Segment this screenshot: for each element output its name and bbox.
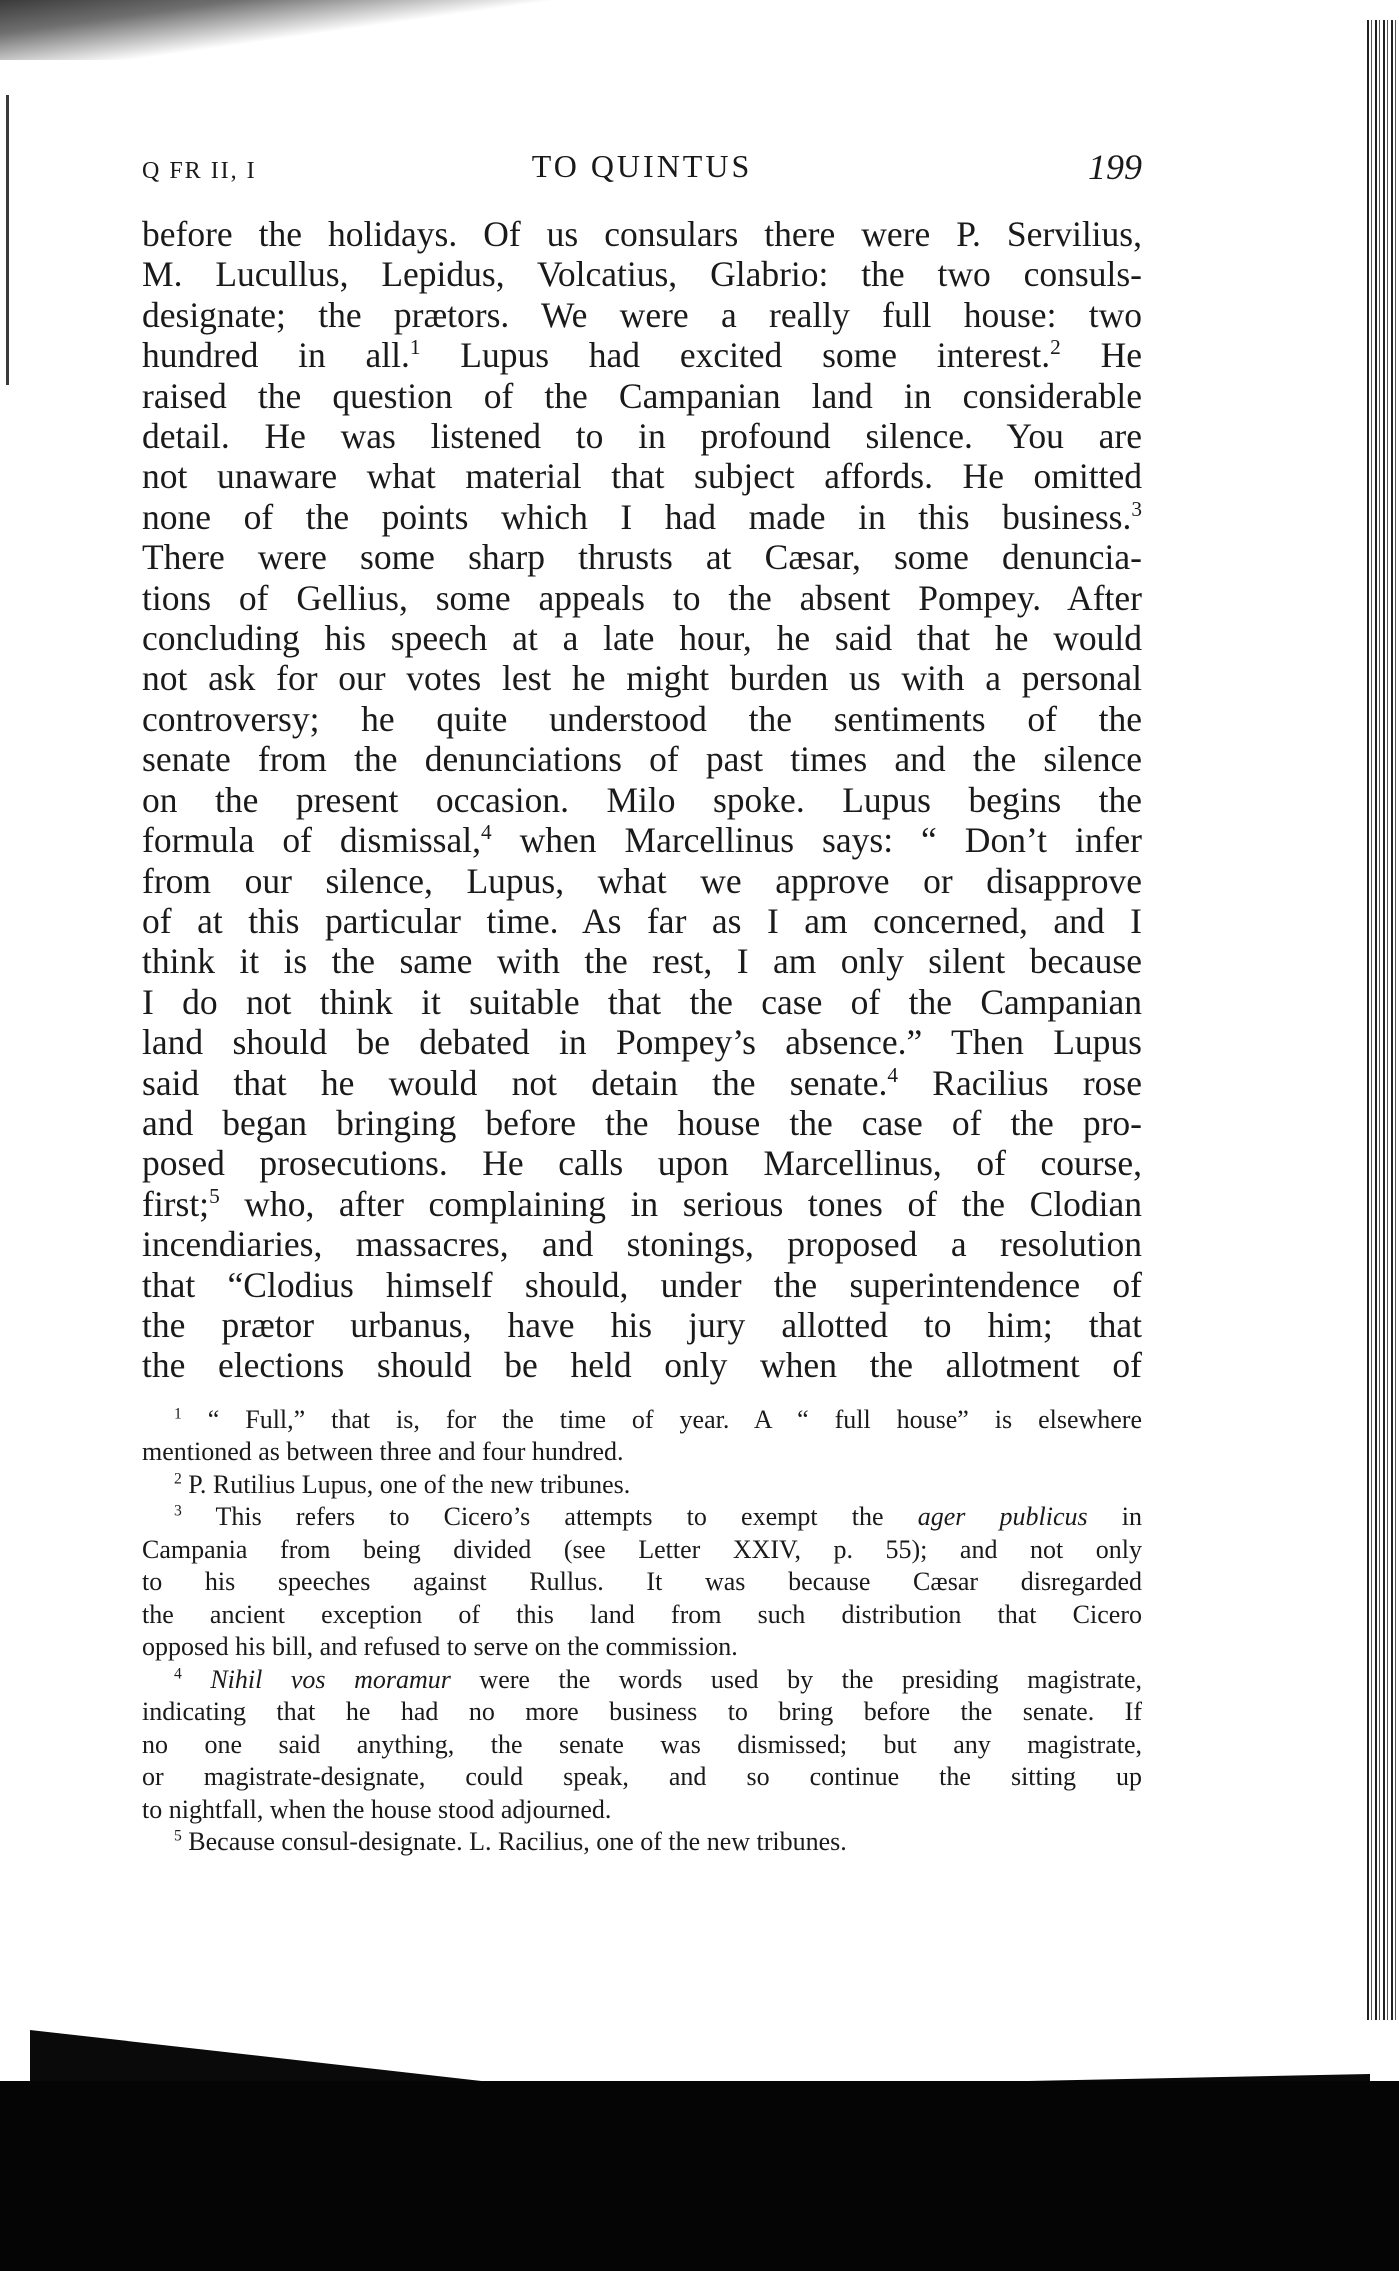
scan-shadow-bottom <box>0 2081 1399 2271</box>
book-page <box>142 140 1142 1859</box>
footnote-3-line <box>142 1501 1142 1534</box>
footnote-4-line <box>142 1761 1142 1794</box>
body-line-text: none of the points which I had made in this business. <box>142 496 1132 537</box>
page-number: 199 <box>1088 147 1142 187</box>
body-line: before the holidays. Of us consulars there were P. Servilius, <box>142 214 1142 254</box>
footnote-4-line <box>142 1664 1142 1697</box>
body-text <box>142 214 1142 1386</box>
body-line: I do not think it suitable that the case of the Campanian <box>142 981 1142 1022</box>
footnote-text: were the words used by the presiding magistrate, <box>450 1664 1143 1694</box>
running-head-title: TO QUINTUS <box>531 148 753 184</box>
scan-edge-left <box>6 95 9 385</box>
body-line: the prætor urbanus, have his jury allotted to him; that <box>142 1304 1142 1345</box>
body-line: raised the question of the Campanian land in considerable <box>142 375 1142 416</box>
footnote-4-marker: 4 <box>174 1665 182 1683</box>
body-line: M. Lucullus, Lepidus, Volcatius, Glabrio: the two consuls- <box>142 254 1142 295</box>
footnote-2-marker: 2 <box>174 1470 182 1488</box>
footnote-4-line <box>142 1696 1142 1729</box>
footnote-text: Campania from being divided (see Letter XXIV, p. 55); and not only <box>142 1534 1142 1564</box>
body-line: detail. He was listened to in profound silence. You are <box>142 416 1142 457</box>
footnote-reference: 4 <box>887 1062 899 1087</box>
footnote-reference: 4 <box>480 820 492 845</box>
footnote-text: indicating that he had no more business to bring before the senate. If <box>142 1697 1142 1727</box>
footnote-text: Because consul-designate. L. Racilius, one of the new tribunes. <box>188 1827 847 1857</box>
footnote-text: to his speeches against Rullus. It was because Cæsar disregarded <box>142 1567 1142 1597</box>
body-line <box>142 1184 1142 1224</box>
body-line: tions of Gellius, some appeals to the absent Pompey. After <box>142 577 1142 618</box>
footnote-text: “ Full,” that is, for the time of year. A “ full house” is elsewhere <box>207 1404 1143 1434</box>
running-head <box>142 140 1142 200</box>
body-line <box>142 820 1142 860</box>
footnote-text: no one said anything, the senate was dismissed; but any magistrate, <box>142 1729 1142 1759</box>
body-line: There were some sharp thrusts at Cæsar, some denuncia- <box>142 537 1142 578</box>
body-line-text: Racilius rose <box>898 1062 1142 1103</box>
footnote-1-line <box>142 1404 1142 1437</box>
footnote-text: in <box>1087 1502 1143 1532</box>
footnote-reference: 2 <box>1050 335 1061 360</box>
footnote-3-marker: 3 <box>174 1502 182 1520</box>
footnote-4-line <box>142 1729 1142 1762</box>
body-line: from our silence, Lupus, what we approve or disapprove <box>142 860 1142 901</box>
body-line: of at this particular time. As far as I am concerned, and I <box>142 900 1142 941</box>
body-line: not unaware what material that subject affords. He omitted <box>142 456 1142 497</box>
body-line: on the present occasion. Milo spoke. Lupus begins the <box>142 779 1142 820</box>
footnote-4-line <box>142 1794 1142 1827</box>
body-line-text: He <box>1060 335 1142 376</box>
body-line <box>142 1063 1142 1103</box>
body-line: the elections should be held only when the allotment of <box>142 1345 1142 1386</box>
body-line: senate from the denunciations of past times and the silence <box>142 739 1142 780</box>
footnote-1-line <box>142 1436 1142 1469</box>
body-line-text: formula of dismissal, <box>142 820 481 861</box>
footnote-text: P. Rutilius Lupus, one of the new tribunes. <box>188 1469 631 1499</box>
body-line-text: Lupus had excited some interest. <box>420 335 1051 376</box>
body-line: concluding his speech at a late hour, he said that he would <box>142 618 1142 659</box>
footnote-text: to nightfall, when the house stood adjourned. <box>142 1794 612 1824</box>
footnote-1-marker: 1 <box>174 1405 182 1423</box>
footnotes <box>142 1404 1142 1859</box>
body-line: posed prosecutions. He calls upon Marcellinus, of course, <box>142 1143 1142 1184</box>
footnote-5-marker: 5 <box>174 1827 182 1845</box>
body-line-text: hundred in all. <box>142 335 410 376</box>
footnote-reference: 5 <box>209 1183 220 1208</box>
footnote-text: This refers to Cicero’s attempts to exempt the <box>215 1502 918 1532</box>
scan-shadow-top <box>0 0 900 60</box>
body-line: and began bringing before the house the case of the pro- <box>142 1102 1142 1143</box>
footnote-reference: 1 <box>409 335 421 360</box>
footnote-3-line <box>142 1631 1142 1664</box>
body-line: think it is the same with the rest, I am only silent because <box>142 941 1142 982</box>
body-line: that “Clodius himself should, under the superintendence of <box>142 1264 1142 1305</box>
body-line: land should be debated in Pompey’s absence.” Then Lupus <box>142 1022 1142 1063</box>
footnote-italic-term: ager publicus <box>917 1502 1088 1532</box>
footnote-3-line <box>142 1534 1142 1567</box>
body-line-text: who, after complaining in serious tones of the Clodian <box>219 1183 1142 1224</box>
running-head-section: Q FR II, I <box>142 158 257 184</box>
body-line-text: when Marcellinus says: “ Don’t infer <box>491 820 1142 861</box>
body-line: not ask for our votes lest he might burden us with a personal <box>142 658 1142 699</box>
body-line: incendiaries, massacres, and stonings, proposed a resolution <box>142 1224 1142 1265</box>
footnote-text: opposed his bill, and refused to serve on the commission. <box>142 1632 738 1662</box>
footnote-italic-term: Nihil vos moramur <box>210 1664 451 1694</box>
body-line: controversy; he quite understood the sentiments of the <box>142 698 1142 739</box>
footnote-3-line <box>142 1566 1142 1599</box>
footnote-text: mentioned as between three and four hundred. <box>142 1437 624 1467</box>
body-line-text: said that he would not detain the senate. <box>142 1062 888 1103</box>
footnote-3-line <box>142 1599 1142 1632</box>
footnote-text: the ancient exception of this land from such distribution that Cicero <box>142 1599 1142 1629</box>
footnote-text: or magistrate-designate, could speak, and so continue the sitting up <box>142 1762 1142 1792</box>
body-line-text: first; <box>142 1183 210 1224</box>
body-line <box>142 497 1142 537</box>
scan-shadow-bottom-wedge <box>30 1986 1370 2096</box>
body-line <box>142 335 1142 375</box>
body-line: designate; the prætors. We were a really full house: two <box>142 294 1142 335</box>
footnote-reference: 3 <box>1131 497 1142 522</box>
footnote-2-line <box>142 1469 1142 1502</box>
footnote-5-line <box>142 1826 1142 1859</box>
scan-page-edges-right <box>1367 20 1399 2020</box>
